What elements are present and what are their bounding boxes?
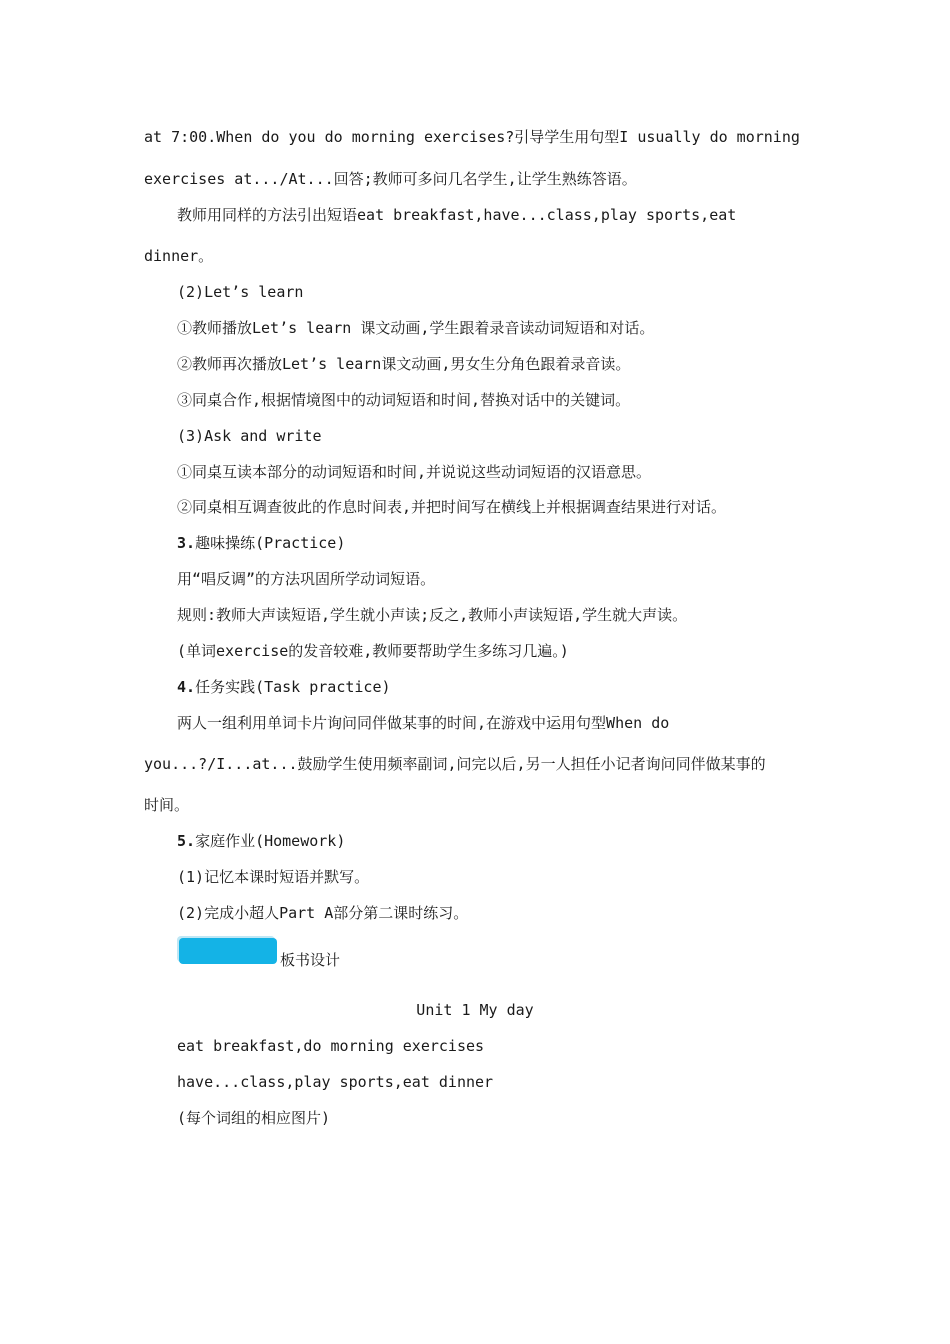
board-design-label: 板书设计	[280, 951, 341, 969]
paragraph-line: at 7:00.When do you do morning exercises?引导学生用句型I usually do morning	[144, 128, 800, 146]
section-heading	[177, 533, 345, 553]
list-item: (2)完成小超人Part A部分第二课时练习。	[177, 904, 469, 922]
paragraph-line: 规则:教师大声读短语,学生就小声读;反之,教师小声读短语,学生就大声读。	[177, 606, 688, 624]
section-heading	[177, 677, 391, 697]
paragraph-line: dinner。	[144, 247, 214, 265]
list-item: ①同桌互读本部分的动词短语和时间,并说说这些动词短语的汉语意思。	[177, 463, 652, 481]
paragraph-line: you...?/I...at...鼓励学生使用频率副词,问完以后,另一人担任小记者询问同伴做某事的	[144, 755, 766, 773]
section-heading	[177, 831, 345, 851]
paragraph-line: 两人一组利用单词卡片询问同伴做某事的时间,在游戏中运用句型When do	[177, 714, 670, 732]
paragraph-line: exercises at.../At...回答;教师可多问几名学生,让学生熟练答语。	[144, 170, 637, 188]
list-item: ②同桌相互调查彼此的作息时间表,并把时间写在横线上并根据调查结果进行对话。	[177, 498, 727, 516]
list-item: ③同桌合作,根据情境图中的动词短语和时间,替换对话中的关键词。	[177, 391, 631, 409]
section-number: 5.	[177, 832, 196, 850]
section-title: 家庭作业(Homework)	[195, 832, 346, 850]
paragraph-line: 教师用同样的方法引出短语eat breakfast,have...class,play sports,eat	[177, 206, 737, 224]
section-heading: (2)Let’s learn	[177, 283, 304, 301]
paragraph-line: (单词exercise的发音较难,教师要帮助学生多练习几遍。)	[177, 642, 569, 660]
section-badge	[179, 938, 277, 964]
board-line: have...class,play sports,eat dinner	[177, 1073, 494, 1091]
paragraph-line: 时间。	[144, 796, 190, 814]
section-title: 趣味操练(Practice)	[195, 534, 346, 552]
section-number: 3.	[177, 534, 196, 552]
board-line: (每个词组的相应图片)	[177, 1109, 331, 1127]
board-line: eat breakfast,do morning exercises	[177, 1037, 485, 1055]
list-item: (1)记忆本课时短语并默写。	[177, 868, 370, 886]
list-item: ①教师播放Let’s learn 课文动画,学生跟着录音读动词短语和对话。	[177, 319, 655, 337]
section-number: 4.	[177, 678, 196, 696]
section-title: 任务实践(Task practice)	[195, 678, 391, 696]
board-title: Unit 1 My day	[416, 1001, 534, 1019]
section-heading: (3)Ask and write	[177, 427, 322, 445]
list-item: ②教师再次播放Let’s learn课文动画,男女生分角色跟着录音读。	[177, 355, 631, 373]
paragraph-line: 用“唱反调”的方法巩固所学动词短语。	[177, 570, 436, 588]
